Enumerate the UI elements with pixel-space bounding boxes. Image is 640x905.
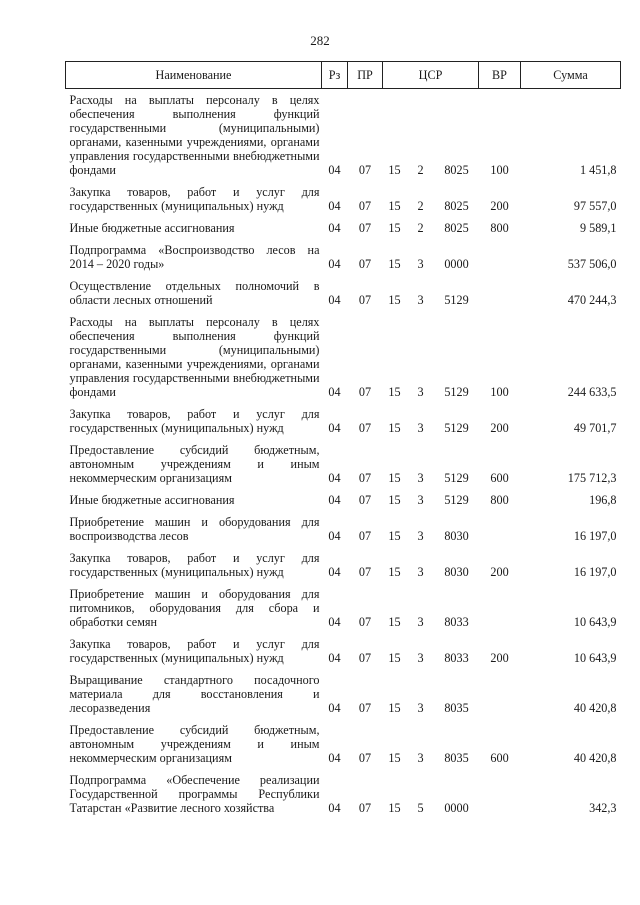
- cell-c1: 15: [388, 529, 401, 543]
- cell-c2: 2: [417, 163, 424, 177]
- cell-name: Иные бюджетные ассигнования: [69, 221, 235, 235]
- cell-vr: [479, 240, 521, 276]
- cell-c2: 2: [417, 221, 424, 235]
- cell-sum: 10 643,9: [573, 651, 617, 665]
- cell-c1: 15: [388, 199, 401, 213]
- cell-c2: 3: [417, 421, 424, 435]
- cell-sum: 49 701,7: [573, 421, 617, 435]
- cell-rz: 04: [328, 529, 341, 543]
- cell-sum: 175 712,3: [567, 471, 617, 485]
- cell-c2: 3: [417, 293, 424, 307]
- table-row: [66, 770, 621, 820]
- cell-c2: 3: [417, 751, 424, 765]
- cell-rz: 04: [328, 493, 341, 507]
- cell-rz: 04: [328, 801, 341, 815]
- cell-c2: 3: [417, 493, 424, 507]
- cell-name: Приобретение машин и оборудования для питомников, оборудования для сбора и обработки семян: [69, 587, 320, 629]
- table-row: [66, 89, 621, 183]
- cell-sum: 16 197,0: [573, 565, 617, 579]
- cell-c2: 3: [417, 615, 424, 629]
- cell-rz: 04: [328, 701, 341, 715]
- cell-pr: 07: [358, 257, 372, 271]
- cell-c1: 15: [388, 293, 401, 307]
- cell-name: Иные бюджетные ассигнования: [69, 493, 235, 507]
- cell-pr: 07: [358, 199, 372, 213]
- cell-c1: 15: [388, 615, 401, 629]
- cell-vr: 200: [490, 651, 509, 665]
- cell-c2: 3: [417, 701, 424, 715]
- cell-sum: 244 633,5: [567, 385, 617, 399]
- header-rz: Рз: [322, 62, 348, 89]
- table-row: [66, 218, 621, 240]
- cell-name: Подпрограмма «Обеспечение реализации Государственной программы Республики Татарстан «Развитие лесного хозяйства: [69, 773, 320, 815]
- cell-c3: 8035: [444, 751, 469, 765]
- header-csr: ЦСР: [383, 62, 479, 89]
- cell-pr: 07: [358, 471, 372, 485]
- cell-name: Приобретение машин и оборудования для воспроизводства лесов: [69, 515, 320, 543]
- cell-c3: 5129: [444, 293, 469, 307]
- cell-rz: 04: [328, 421, 341, 435]
- cell-pr: 07: [358, 293, 372, 307]
- cell-c1: 15: [388, 471, 401, 485]
- cell-c1: 15: [388, 163, 401, 177]
- cell-c2: 3: [417, 565, 424, 579]
- table-row: [66, 240, 621, 276]
- cell-vr: 200: [490, 421, 509, 435]
- table-row: [66, 182, 621, 218]
- cell-name: Подпрограмма «Воспроизводство лесов на 2014 – 2020 годы»: [69, 243, 320, 271]
- cell-name: Расходы на выплаты персоналу в целях обеспечения выполнения функций государственными (муниципальными) органами, казенными учреждениями, органами управления государственными внебюджетными фондами: [69, 315, 320, 399]
- cell-name: Предоставление субсидий бюджетным, автономным учреждениям и иным некоммерческим организациям: [69, 443, 320, 485]
- cell-vr: [479, 584, 521, 634]
- cell-c1: 15: [388, 257, 401, 271]
- cell-rz: 04: [328, 751, 341, 765]
- cell-c3: 8025: [444, 163, 469, 177]
- header-name: Наименование: [66, 62, 322, 89]
- cell-c1: 15: [388, 565, 401, 579]
- cell-vr: [479, 670, 521, 720]
- table-row: [66, 584, 621, 634]
- table-row: [66, 490, 621, 512]
- header-vr: ВР: [479, 62, 521, 89]
- cell-sum: 1 451,8: [579, 163, 617, 177]
- cell-sum: 537 506,0: [567, 257, 617, 271]
- cell-c3: 8025: [444, 199, 469, 213]
- table-row: [66, 512, 621, 548]
- cell-pr: 07: [358, 565, 372, 579]
- header-pr: ПР: [348, 62, 383, 89]
- cell-c1: 15: [388, 701, 401, 715]
- table-row: [66, 404, 621, 440]
- cell-c3: 0000: [444, 257, 469, 271]
- cell-c1: 15: [388, 651, 401, 665]
- table-body: [66, 89, 621, 821]
- cell-rz: 04: [328, 293, 341, 307]
- cell-name: Расходы на выплаты персоналу в целях обеспечения выполнения функций государственными (муниципальными) органами, казенными учреждениями, органами управления государственными внебюджетными фондами: [69, 93, 320, 177]
- budget-table: [65, 61, 621, 820]
- cell-sum: 40 420,8: [573, 701, 617, 715]
- table-row: [66, 634, 621, 670]
- cell-rz: 04: [328, 471, 341, 485]
- cell-vr: 200: [490, 565, 509, 579]
- cell-vr: [479, 770, 521, 820]
- cell-sum: 40 420,8: [573, 751, 617, 765]
- cell-pr: 07: [358, 651, 372, 665]
- cell-c3: 5129: [444, 421, 469, 435]
- cell-name: Осуществление отдельных полномочий в области лесных отношений: [69, 279, 320, 307]
- cell-pr: 07: [358, 163, 372, 177]
- cell-c3: 8025: [444, 221, 469, 235]
- page-number: 282: [310, 33, 330, 48]
- cell-rz: 04: [328, 385, 341, 399]
- cell-c1: 15: [388, 801, 401, 815]
- cell-c3: 5129: [444, 471, 469, 485]
- table-row: [66, 670, 621, 720]
- cell-c2: 3: [417, 471, 424, 485]
- cell-c1: 15: [388, 493, 401, 507]
- table-row: [66, 276, 621, 312]
- cell-rz: 04: [328, 651, 341, 665]
- cell-c3: 8030: [444, 529, 469, 543]
- table-row: [66, 440, 621, 490]
- cell-c2: 3: [417, 385, 424, 399]
- cell-c3: 8033: [444, 651, 469, 665]
- cell-sum: 16 197,0: [573, 529, 617, 543]
- cell-name: Закупка товаров, работ и услуг для государственных (муниципальных) нужд: [69, 551, 320, 579]
- cell-c2: 3: [417, 257, 424, 271]
- cell-sum: 10 643,9: [573, 615, 617, 629]
- header-sum: Сумма: [521, 62, 621, 89]
- cell-pr: 07: [358, 615, 372, 629]
- cell-vr: 800: [490, 221, 509, 235]
- cell-c3: 8035: [444, 701, 469, 715]
- cell-rz: 04: [328, 221, 341, 235]
- cell-pr: 07: [358, 493, 372, 507]
- cell-vr: 600: [490, 751, 509, 765]
- cell-vr: 600: [490, 471, 509, 485]
- cell-rz: 04: [328, 565, 341, 579]
- cell-c2: 5: [417, 801, 424, 815]
- cell-name: Закупка товаров, работ и услуг для государственных (муниципальных) нужд: [69, 407, 320, 435]
- cell-rz: 04: [328, 163, 341, 177]
- cell-sum: 196,8: [589, 493, 617, 507]
- cell-sum: 97 557,0: [573, 199, 617, 213]
- cell-pr: 07: [358, 385, 372, 399]
- cell-c1: 15: [388, 385, 401, 399]
- cell-rz: 04: [328, 615, 341, 629]
- table-row: [66, 720, 621, 770]
- cell-rz: 04: [328, 257, 341, 271]
- cell-vr: [479, 512, 521, 548]
- cell-c3: 5129: [444, 493, 469, 507]
- table-header-row: [66, 62, 621, 89]
- cell-vr: 100: [490, 385, 509, 399]
- cell-c1: 15: [388, 421, 401, 435]
- cell-pr: 07: [358, 221, 372, 235]
- cell-name: Выращивание стандартного посадочного материала для восстановления и лесоразведения: [69, 673, 320, 715]
- cell-c1: 15: [388, 221, 401, 235]
- cell-pr: 07: [358, 751, 372, 765]
- cell-pr: 07: [358, 801, 372, 815]
- cell-c3: 0000: [444, 801, 469, 815]
- cell-name: Закупка товаров, работ и услуг для государственных (муниципальных) нужд: [69, 185, 320, 213]
- cell-c2: 2: [417, 199, 424, 213]
- cell-vr: 800: [490, 493, 509, 507]
- table-row: [66, 548, 621, 584]
- cell-sum: 9 589,1: [579, 221, 617, 235]
- cell-vr: [479, 276, 521, 312]
- cell-c2: 3: [417, 529, 424, 543]
- cell-name: Предоставление субсидий бюджетным, автономным учреждениям и иным некоммерческим организациям: [69, 723, 320, 765]
- cell-c3: 5129: [444, 385, 469, 399]
- cell-c1: 15: [388, 751, 401, 765]
- cell-c3: 8033: [444, 615, 469, 629]
- cell-pr: 07: [358, 421, 372, 435]
- cell-sum: 470 244,3: [567, 293, 617, 307]
- cell-pr: 07: [358, 529, 372, 543]
- cell-sum: 342,3: [589, 801, 617, 815]
- cell-vr: 100: [490, 163, 509, 177]
- cell-pr: 07: [358, 701, 372, 715]
- cell-rz: 04: [328, 199, 341, 213]
- cell-vr: 200: [490, 199, 509, 213]
- cell-c3: 8030: [444, 565, 469, 579]
- table-row: [66, 312, 621, 404]
- cell-name: Закупка товаров, работ и услуг для государственных (муниципальных) нужд: [69, 637, 320, 665]
- cell-c2: 3: [417, 651, 424, 665]
